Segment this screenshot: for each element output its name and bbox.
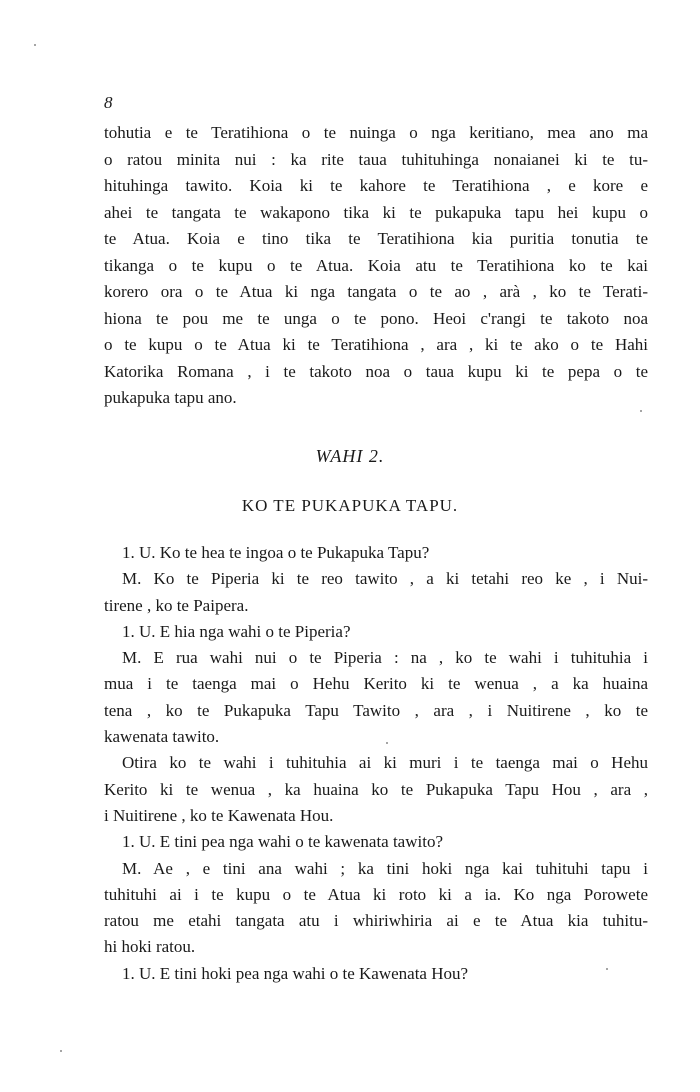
text-line: o ratou minita nui : ka rite taua tuhituhinga nonaianei ki te tu- bbox=[104, 149, 648, 169]
text-line: M. Ae , e tini ana wahi ; ka tini hoki nga kai tuhituhi tapu i bbox=[122, 858, 648, 878]
qa-entry bbox=[104, 566, 648, 619]
text-line: M. E rua wahi nui o te Piperia : na , ko te wahi i tuhituhia i bbox=[122, 648, 648, 668]
paper-speck bbox=[386, 742, 388, 744]
text-line: korero ora o te Atua ki nga tangata o te ao , arà , ko te Terati- bbox=[104, 282, 648, 301]
text-line: 1. U. Ko te hea te ingoa o te Pukapuka Tapu? bbox=[122, 543, 430, 562]
text-line: ratou me etahi tangata atu i whiriwhiria ai e te Atua kia tuhitu- bbox=[104, 911, 648, 931]
paper-speck bbox=[606, 968, 608, 970]
text-line: hi hoki ratou. bbox=[104, 937, 196, 957]
text-line: tena , ko te Pukapuka Tapu Tawito , ara , i Nuitirene , ko te bbox=[104, 700, 648, 720]
page-number: 8 bbox=[104, 93, 113, 112]
text-line: tohutia e te Teratihiona o te nuinga o nga keritiano, mea ano ma bbox=[104, 123, 648, 142]
text-line: te Atua. Koia e tino tika te Teratihiona kia puritia tonutia te bbox=[104, 229, 648, 248]
text-line: 1. U. E tini pea nga wahi o te kawenata tawito? bbox=[122, 832, 443, 852]
qa-entry bbox=[104, 540, 648, 566]
qa-list bbox=[104, 540, 648, 987]
section-heading: WAHI 2. bbox=[315, 446, 385, 466]
qa-entry bbox=[104, 829, 648, 855]
qa-entry bbox=[104, 856, 648, 961]
text-line: mua i te taenga mai o Hehu Kerito ki te wenua , a ka huaina bbox=[104, 674, 648, 694]
qa-entry bbox=[104, 961, 648, 987]
text-line: 1. U. E tini hoki pea nga wahi o te Kawenata Hou? bbox=[122, 963, 469, 983]
paper-speck bbox=[60, 1050, 62, 1052]
text-line: pukapuka tapu ano. bbox=[104, 388, 237, 407]
text-line: tikanga o te kupu o te Atua. Koia atu te Teratihiona ko te kai bbox=[104, 255, 648, 275]
text-line: Kerito ki te wenua , ka huaina ko te Pukapuka Tapu Hou , ara , bbox=[104, 779, 648, 799]
qa-entry bbox=[104, 645, 648, 750]
text-line: ahei te tangata te wakapono tika ki te pukapuka tapu hei kupu o bbox=[104, 202, 648, 222]
text-line: o te kupu o te Atua ki te Teratihiona , ara , ki te ako o te Hahi bbox=[104, 335, 648, 354]
paper-speck bbox=[640, 410, 642, 412]
text-line: hiona te pou me te unga o te pono. Heoi c'rangi te takoto noa bbox=[104, 308, 648, 328]
text-line: hituhinga tawito. Koia ki te kahore te Teratihiona , e kore e bbox=[104, 176, 648, 195]
text-line: Katorika Romana , i te takoto noa o taua kupu ki te pepa o te bbox=[104, 361, 648, 381]
text-line: Otira ko te wahi i tuhituhia ai ki muri i te taenga mai o Hehu bbox=[122, 753, 648, 773]
text-line: 1. U. E hia nga wahi o te Piperia? bbox=[122, 621, 351, 641]
paper-speck bbox=[34, 44, 36, 46]
text-line: tuhituhi ai i te kupu o te Atua ki roto ki a ia. Ko nga Porowete bbox=[104, 884, 648, 904]
qa-entry bbox=[104, 750, 648, 829]
text-line: i Nuitirene , ko te Kawenata Hou. bbox=[104, 805, 334, 825]
text-line: tirene , ko te Paipera. bbox=[104, 595, 249, 615]
qa-entry bbox=[104, 619, 648, 645]
intro-paragraph bbox=[104, 120, 648, 412]
section-subheading: KO TE PUKAPUKA TAPU. bbox=[241, 496, 459, 515]
text-line: kawenata tawito. bbox=[104, 727, 220, 747]
text-line: M. Ko te Piperia ki te reo tawito , a ki tetahi reo ke , i Nui- bbox=[122, 569, 648, 589]
